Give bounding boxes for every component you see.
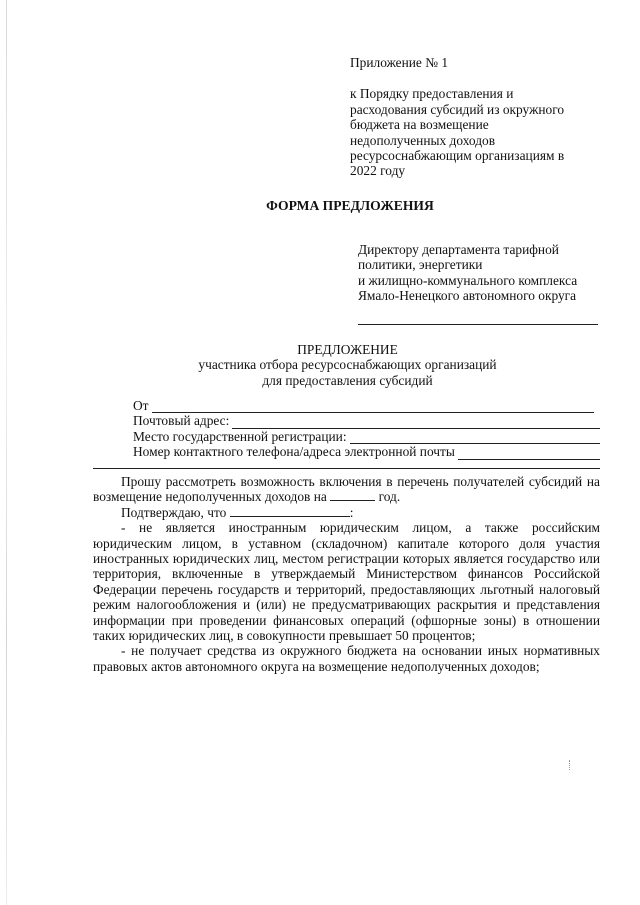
- applicant-fields: [133, 398, 600, 460]
- appendix-line: 2022 году: [350, 163, 406, 179]
- proposal-subtitle-2: для предоставления субсидий: [262, 372, 433, 388]
- year-blank[interactable]: [330, 489, 375, 501]
- condition-item-2: - не получает средства из окружного бюджета на основании иных нормативных правовых актов автономного округа на возмещение недополученных доходов;: [93, 643, 600, 674]
- addressee-line: Директору департамента тарифной: [358, 242, 559, 257]
- field-from-input[interactable]: [152, 401, 594, 413]
- field-registration-input[interactable]: [350, 432, 600, 444]
- proposal-body: [93, 474, 600, 674]
- addressee-block: [358, 242, 608, 304]
- field-registration-label: Место государственной регистрации:: [133, 428, 347, 444]
- field-postal-input[interactable]: [232, 417, 600, 429]
- proposal-subtitle-1: участника отбора ресурсоснабжающих организаций: [198, 357, 497, 373]
- field-contact: [133, 444, 600, 459]
- appendix-line: расходования субсидий из окружного: [350, 101, 565, 117]
- scan-edge-artifact: [6, 0, 7, 905]
- request-text: Прошу рассмотреть возможность включения в перечень получателей субсидий на возмещение недополученных доходов на: [93, 474, 600, 505]
- scan-speck-artifact: [569, 760, 572, 770]
- field-postal-label: Почтовый адрес:: [133, 413, 230, 429]
- confirm-paragraph: [93, 505, 600, 520]
- appendix-line: ресурсоснабжающим организациям в: [350, 148, 565, 164]
- field-postal: [133, 413, 600, 428]
- appendix-line: недополученных доходов: [350, 132, 496, 148]
- appendix-line: к Порядку предоставления и: [350, 86, 514, 102]
- proposal-heading: [150, 342, 545, 388]
- addressee-line: Ямало-Ненецкого автономного округа: [358, 288, 577, 304]
- field-contact-label: Номер контактного телефона/адреса электронной почты: [133, 444, 455, 460]
- appendix-block: [350, 55, 600, 179]
- request-paragraph: [93, 474, 600, 505]
- condition-item-1: - не является иностранным юридическим лицом, а также российским юридическим лицом, в уставном (складочном) капитале которого доля участия иностранных юридических лиц, местом регистрации которых является государство или территория, включенные в утверждаемый Министерством финансов Российской Федерации перечень государств и территорий, предоставляющих льготный налоговый режим налогообложения и (или) не предусматривающих раскрытия и представления информации при проведении финансовых операций (офшорные зоны) в отношении таких юридических лиц, в совокупности превышает 50 процентов;: [93, 520, 600, 644]
- appendix-line: бюджета на возмещение: [350, 117, 489, 133]
- confirm-text: Подтверждаю, что: [121, 504, 227, 520]
- request-year-suffix: год.: [378, 489, 401, 505]
- addressee-line: и жилищно-коммунального комплекса: [358, 272, 578, 288]
- appendix-number: Приложение № 1: [350, 55, 449, 70]
- confirm-colon: :: [349, 504, 354, 520]
- addressee-signature-line: [358, 324, 598, 325]
- field-from: [133, 398, 600, 413]
- field-contact-continuation-line[interactable]: [93, 468, 600, 469]
- addressee-line: политики, энергетики: [358, 257, 483, 273]
- proposal-title: ПРЕДЛОЖЕНИЕ: [297, 342, 398, 357]
- field-from-label: От: [133, 397, 149, 413]
- form-title: ФОРМА ПРЕДЛОЖЕНИЯ: [266, 198, 434, 213]
- field-registration: [133, 429, 600, 444]
- field-contact-input[interactable]: [458, 448, 600, 460]
- organization-blank[interactable]: [230, 505, 350, 517]
